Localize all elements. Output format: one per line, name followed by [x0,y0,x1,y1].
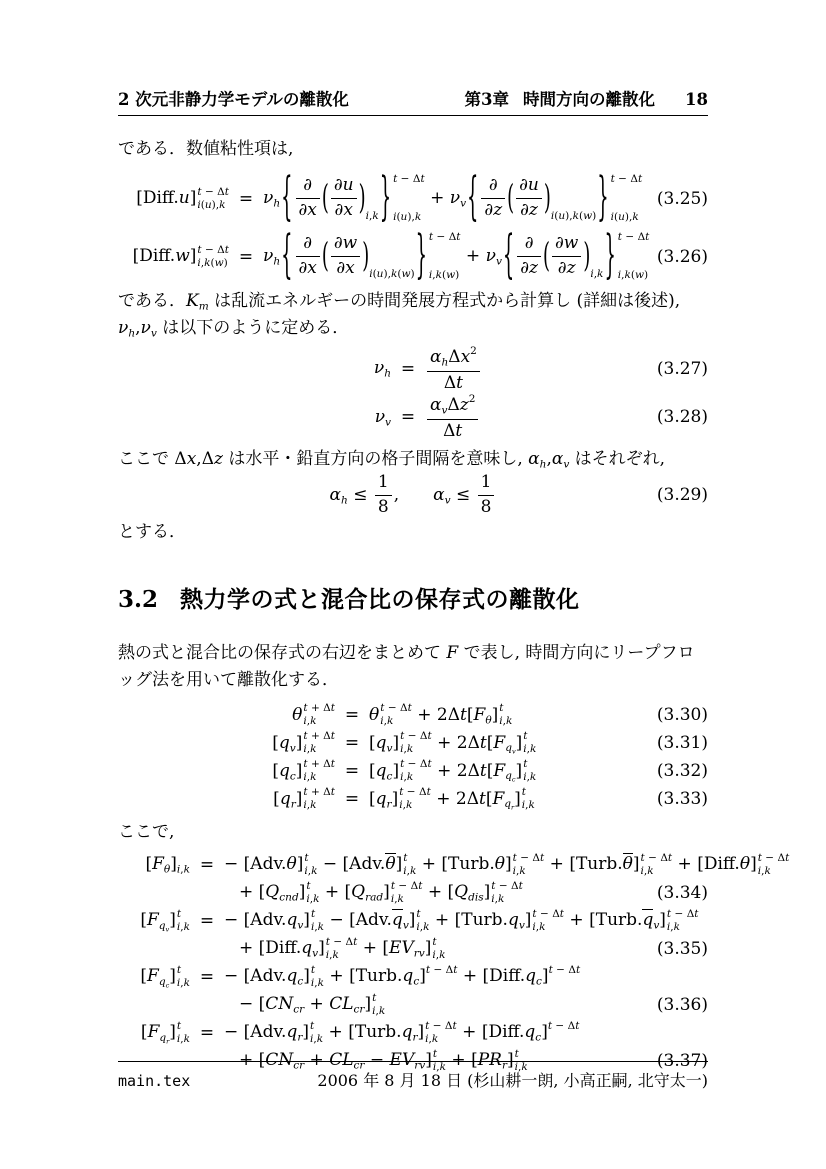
equation-rhs: $[q_r]$ t − Δt i,k + $2\Delta t[F_{q_r}]$ t i,k [369,786,535,812]
equation-line [118,345,708,393]
equation-number: (3.30) [656,705,708,726]
equation-relation: = [344,733,360,754]
equation-line [118,879,708,907]
equation-line [118,935,708,963]
equation-number: (3.32) [656,761,708,782]
equation-rhs: + $[Q_{cnd}]$ t i,k + $[Q_{rad}]$ t − Δt i,k + $[Q_{dis}]$ t − Δt i,k [239,879,523,905]
chapter-title: 時間方向の離散化 [523,90,656,109]
equation-lhs: $[F_{q_v}]$ t i,k [140,907,190,934]
equation-lhs: θ t + Δt i,k [292,702,335,728]
equation-line [118,701,708,729]
equation-rhs: + $[Diff.q_v]$ t − Δt i,k + $[EV_{rv}]$ t i,k [239,935,446,961]
paragraph-kokode: ここで, [118,822,175,843]
paragraph-leapfrog: 熱の式と混合比の保存式の右辺をまとめて F で表し, 時間方向にリープフロッグ法を用いて離散化する． [118,642,695,691]
paragraph-grid-spacing: ここで Δx,Δz は水平・鉛直方向の格子間隔を意味し, $\alpha_h,\alpha_v$ はそれぞれ, [118,448,666,471]
running-head-left: 2 次元非静力学モデルの離散化 [118,90,349,109]
equation-relation: = [344,789,360,810]
equation-line [118,729,708,757]
equation-body: $\alpha_h$ ≤ $\frac{1}{8}$ , $\alpha_v$ ≤ $\frac{1}{8}$ [330,473,497,517]
equation-line [118,785,708,813]
equation-lhs: $[q_v]$ t + Δt i,k [272,730,335,756]
equation-number: (3.34) [656,882,708,903]
equation-relation: = [400,359,416,380]
equation-lhs: [Diff.w] t − Δt i,k(w) [132,243,229,269]
running-head-right [465,86,708,110]
equation-rhs: − $[CN_{cr} + CL_{cr}]$ t i,k [239,991,386,1017]
equation-line [118,473,708,517]
equation-lhs: $\nu_h$ [373,358,391,381]
equation-lhs: $[q_c]$ t + Δt i,k [272,758,335,784]
equation-rhs: $[q_v]$ t − Δt i,k + $2\Delta t[F_{q_v}]$ t i,k [369,730,537,756]
equation-group-diffusion [118,166,708,286]
section-title: 熱力学の式と混合比の保存式の離散化 [180,586,580,613]
equation-line [118,166,708,228]
footer-date-authors: 2006 年 8 月 18 日 (杉山耕一朗, 小高正嗣, 北守太一) [317,1071,708,1090]
equation-relation: = [344,761,360,782]
equation-number: (3.29) [656,485,708,506]
equation-group-leapfrog [118,701,708,813]
equation-number: (3.37) [656,1050,708,1071]
equation-rhs: − $[Adv.q_v]$ t i,k − $[Adv.q_v]$ t i,k + $[Turb.q_v]$ t − Δt i,k + $[Turb.q_v]$ t − Δt i,k [224,907,699,933]
page-footer [118,1061,708,1091]
paragraph-tosuru: とする． [118,522,186,543]
paragraph-km: である．$K_m$ は乱流エネルギーの時間発展方程式から計算し (詳細は後述), $\nu_h,\nu_v$ は以下のように定める． [118,290,681,340]
equation-line [118,963,708,991]
equation-line [118,757,708,785]
section-number: 3.2 [118,585,159,613]
equation-rhs: − [Adv.θ] t i,k − [Adv.θ] t i,k + [Turb.θ] t − Δt i,k + [Turb.θ] t − Δt i,k + [Diff.θ] t − Δt i,k [224,851,790,877]
equation-relation: = [199,854,215,875]
page-number: 18 [685,90,708,109]
equation-relation: = [199,910,215,931]
equation-line [118,851,790,879]
equation-lhs: [Diff.u] t − Δt i(u),k [136,185,229,211]
footer-filename: main.tex [118,1072,191,1090]
equation-rhs: $\frac{\alpha_v\Delta z^2}{\Delta t}$ [425,393,555,441]
equation-number: (3.26) [656,246,708,267]
equation-rhs: − $[Adv.q_c]$ t i,k + $[Turb.q_c]^{t - \Delta t}$ + $[Diff.q_c]^{t - \Delta t}$ [224,963,581,989]
equation-lhs: $[F_\theta]_{i,k}$ [145,853,190,876]
equation-relation: = [344,705,360,726]
equation-rhs: − $[Adv.q_r]$ t i,k + $[Turb.q_r]$ t − Δt i,k + $[Diff.q_c]^{t - \Delta t}$ [224,1019,580,1045]
equation-relation: = [238,246,254,267]
equation-number: (3.25) [656,188,708,209]
equation-line [118,393,708,441]
equation-line [118,224,708,286]
equation-rhs: θ t − Δt i,k + $2\Delta t[F_\theta]$ t i,k [369,702,513,728]
page-header [118,86,708,116]
equation-lhs: $[F_{q_c}]$ t i,k [140,963,190,990]
equation-rhs: $\nu_h${ $\frac{\partial}{\partial x}$ ( $\frac{\partial u}{\partial x}$ )$_{i,k}$} t − Δt i(u),k + $\nu_v${ $\frac{\partial}{\partial z}$ ( $\frac{\partial u}{\partial z}$ )$_{i(u),k(w)}$} t − Δt i(u),k [263,166,643,228]
equation-rhs: $[q_c]$ t − Δt i,k + $2\Delta t[F_{q_c}]$ t i,k [369,758,537,784]
paragraph-intro: である．数値粘性項は, [118,139,294,159]
equation-number: (3.27) [656,359,708,380]
equation-relation: = [199,966,215,987]
equation-relation: = [400,407,416,428]
equation-number: (3.28) [656,407,708,428]
equation-number: (3.36) [656,994,708,1015]
equation-relation: = [238,188,254,209]
equation-number: (3.31) [656,733,708,754]
chapter-label: 第3章 [464,90,510,109]
equation-group-nu [118,345,708,442]
equation-lhs: $[q_r]$ t + Δt i,k [273,786,335,812]
equation-line [118,991,708,1019]
equation-rhs: $\frac{\alpha_h\Delta x^2}{\Delta t}$ [425,345,555,393]
equation-number: (3.33) [656,789,708,810]
section-heading [118,581,708,614]
equation-line [118,907,708,935]
equation-group-alpha [118,473,708,517]
equation-group-forcing [118,851,790,1075]
equation-line [118,1019,708,1047]
equation-lhs: $\nu_v$ [374,406,391,429]
equation-rhs: $\nu_h${ $\frac{\partial}{\partial x}$ ( $\frac{\partial w}{\partial x}$ )$_{i(u),k(w)}$} t − Δt i,k(w) + $\nu_v${ $\frac{\partial}{\partial z}$ ( $\frac{\partial w}{\partial z}$ )$_{i,k}$} t − Δt i,k(w) [263,224,650,286]
equation-rhs: + $[CN_{cr} + CL_{cr} - EV_{rv}]$ t i,k + $[PR_r]$ t i,k [239,1047,528,1073]
equation-number: (3.35) [656,938,708,959]
equation-lhs: $[F_{q_r}]$ t i,k [140,1019,190,1046]
equation-relation: = [199,1022,215,1043]
